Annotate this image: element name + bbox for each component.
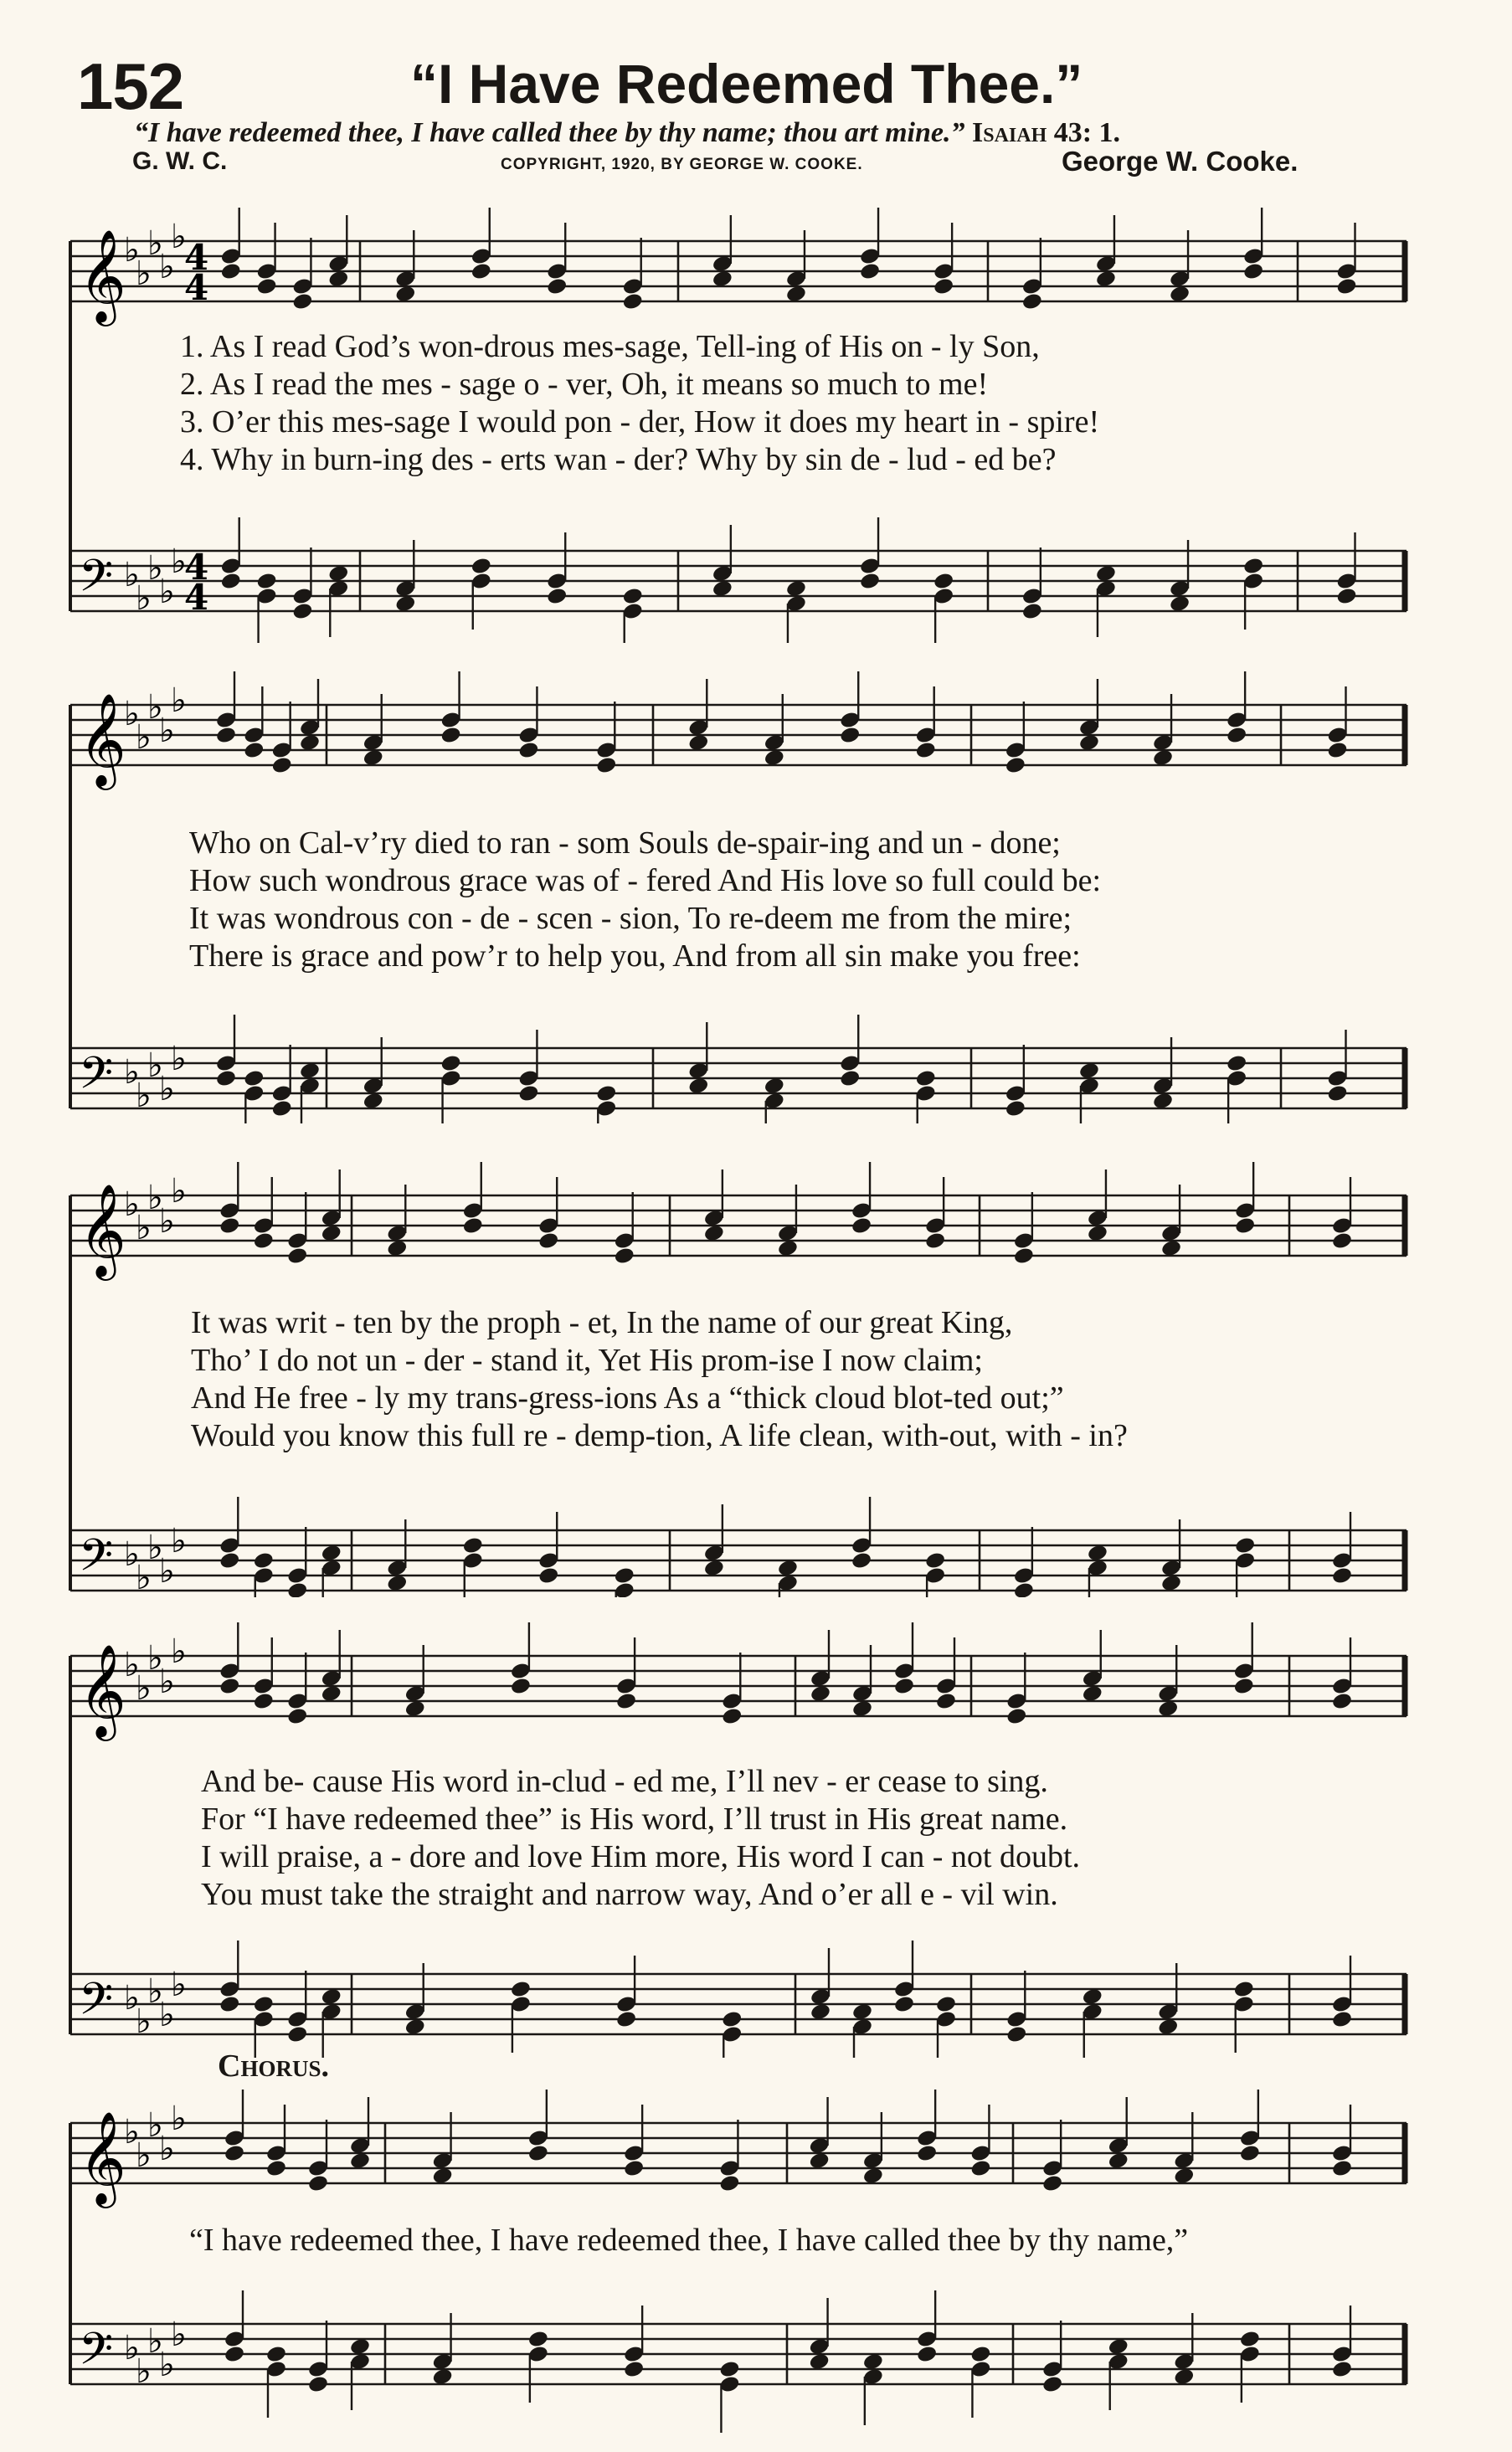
flat-icon: ♭ <box>124 2329 140 2367</box>
note-head <box>286 1247 308 1266</box>
note-head <box>1021 602 1043 621</box>
note-head <box>220 572 242 591</box>
note-head <box>623 2159 645 2178</box>
flat-icon: ♭ <box>171 1632 187 1671</box>
note-head <box>1331 2360 1353 2379</box>
lyric-line: It was wondrous con - de - scen - sion, To re-deem me from the mire; <box>189 901 1072 936</box>
treble-clef-icon: 𝄞 <box>79 229 126 322</box>
note-head <box>440 1054 461 1073</box>
hymn-title: “I Have Redeemed Thee.” <box>410 53 1083 115</box>
note-head <box>307 2375 329 2394</box>
flat-icon: ♭ <box>159 1070 175 1108</box>
note-head <box>255 277 277 296</box>
note-head <box>537 1231 559 1251</box>
note-head <box>893 1995 915 2014</box>
note-head <box>933 277 954 296</box>
note-head <box>471 557 492 576</box>
note-head <box>1239 2144 1261 2163</box>
note-head <box>1326 1084 1348 1103</box>
note-head <box>265 2345 287 2364</box>
note-head <box>721 2010 743 2029</box>
note-head <box>916 2144 938 2163</box>
note-head <box>253 1692 275 1711</box>
note-head <box>1326 741 1348 760</box>
note-head <box>546 587 568 606</box>
treble-clef-icon: 𝄞 <box>79 1183 126 1277</box>
lyric-line: And He free - ly my trans-gress-ions As a “thick cloud blot-ted out;” <box>191 1380 1064 1416</box>
note-head <box>1013 1247 1035 1266</box>
note-head <box>462 1216 484 1236</box>
lyric-line: It was writ - ten by the proph - et, In the name of our great King, <box>191 1305 1013 1340</box>
copyright-notice: COPYRIGHT, 1920, BY GEORGE W. COOKE. <box>501 156 863 173</box>
flat-icon: ♭ <box>136 1559 152 1597</box>
flat-icon: ♭ <box>171 1172 187 1211</box>
note-head <box>253 1995 275 2014</box>
flat-icon: ♭ <box>171 1040 187 1078</box>
note-head <box>265 2159 287 2178</box>
flat-icon: ♭ <box>136 2136 152 2175</box>
flat-icon: ♭ <box>124 1979 140 2018</box>
flat-icon: ♭ <box>159 1663 175 1701</box>
flat-icon: ♭ <box>124 1535 140 1574</box>
note-head <box>595 1084 617 1103</box>
bass-clef-icon: 𝄢 <box>79 1530 114 1592</box>
flat-icon: ♭ <box>159 2130 175 2168</box>
flat-icon: ♭ <box>147 1972 163 2011</box>
note-head <box>291 602 313 621</box>
flat-icon: ♭ <box>124 695 140 733</box>
flat-icon: ♭ <box>147 688 163 727</box>
bass-clef-icon: 𝄢 <box>79 1048 114 1110</box>
flat-icon: ♭ <box>147 2106 163 2145</box>
note-head <box>893 1677 915 1696</box>
note-head <box>622 587 644 606</box>
note-head <box>916 2345 938 2364</box>
flat-icon: ♭ <box>159 2346 175 2384</box>
flat-icon: ♭ <box>171 542 187 581</box>
note-head <box>1331 1566 1353 1586</box>
note-head <box>255 572 277 591</box>
note-head <box>1331 1692 1353 1711</box>
note-head <box>220 262 242 281</box>
flat-icon: ♭ <box>171 1522 187 1560</box>
flat-icon: ♭ <box>124 231 140 270</box>
lyric-line: 3. O’er this mes-sage I would pon - der, How it does my heart in - spire! <box>180 404 1100 440</box>
note-head <box>595 756 617 775</box>
note-head <box>271 1099 293 1118</box>
note-head <box>622 292 644 311</box>
note-head <box>1233 1980 1255 1999</box>
note-head <box>1226 1054 1247 1073</box>
note-head <box>1234 1536 1256 1555</box>
note-head <box>286 1707 308 1726</box>
note-head <box>1335 277 1357 296</box>
note-head <box>924 1231 946 1251</box>
note-head <box>1005 1707 1027 1726</box>
note-head <box>718 2174 740 2193</box>
chorus-lyrics <box>189 2222 1479 2259</box>
note-head <box>253 1551 275 1570</box>
note-head <box>1234 1216 1256 1236</box>
flat-icon: ♭ <box>124 556 140 594</box>
note-head <box>537 1566 559 1586</box>
note-head <box>839 726 861 745</box>
note-head <box>291 292 313 311</box>
lyric-line: 4. Why in burn-ing des - erts wan - der? Why by sin de - lud - ed be? <box>180 442 1057 477</box>
epigraph-reference: Isaiah 43: 1. <box>971 117 1121 148</box>
note-head <box>851 1216 872 1236</box>
note-head <box>1013 1581 1035 1597</box>
note-head <box>527 2144 549 2163</box>
note-head <box>471 262 492 281</box>
treble-clef-icon: 𝄞 <box>79 1643 126 1737</box>
lyric-line: And be- cause His word in-clud - ed me, I’ll nev - er cease to sing. <box>201 1764 1048 1799</box>
verse-lyrics-system-4 <box>201 1763 1490 1914</box>
flat-icon: ♭ <box>159 1552 175 1591</box>
note-head <box>286 2025 308 2044</box>
flat-icon: ♭ <box>171 2316 187 2354</box>
flat-icon: ♭ <box>171 681 187 720</box>
note-head <box>615 1692 637 1711</box>
note-head <box>517 1084 539 1103</box>
note-head <box>462 1536 484 1555</box>
note-head <box>243 741 265 760</box>
treble-clef-icon: 𝄞 <box>79 2110 126 2204</box>
note-head <box>1331 2159 1353 2178</box>
note-head <box>243 1069 265 1088</box>
note-head <box>859 262 881 281</box>
note-head <box>839 1069 861 1088</box>
verse-lyrics-system-1 <box>180 328 1469 479</box>
note-head <box>1041 2375 1063 2394</box>
note-head <box>1331 2010 1353 2029</box>
note-head <box>224 2345 245 2364</box>
note-head <box>510 1980 532 1999</box>
lyric-line: Tho’ I do not un - der - stand it, Yet His prom-ise I now claim; <box>191 1343 983 1378</box>
verse-lyrics-system-2 <box>189 825 1479 975</box>
flat-icon: ♭ <box>136 718 152 757</box>
note-head <box>615 2010 637 2029</box>
note-head <box>1233 1677 1255 1696</box>
note-head <box>307 2174 329 2193</box>
note-head <box>286 1581 308 1597</box>
flat-icon: ♭ <box>136 1209 152 1247</box>
note-head <box>1226 726 1247 745</box>
flat-icon: ♭ <box>136 579 152 618</box>
flat-icon: ♭ <box>147 1639 163 1678</box>
flat-icon: ♭ <box>147 1529 163 1567</box>
chorus-lyric-line: “I have redeemed thee, I have redeemed thee, I have called thee by thy name,” <box>189 2223 1189 2258</box>
note-head <box>440 726 461 745</box>
note-head <box>215 1069 237 1088</box>
note-head <box>1005 1099 1026 1118</box>
flat-icon: ♭ <box>171 2100 187 2138</box>
note-head <box>623 2360 645 2379</box>
note-head <box>1239 2330 1261 2349</box>
verse-lyrics-system-3 <box>191 1304 1480 1455</box>
flat-icon: ♭ <box>147 549 163 588</box>
note-head <box>721 1707 743 1726</box>
lyric-line: You must take the straight and narrow way, And o’er all e - vil win. <box>201 1877 1058 1912</box>
flat-icon: ♭ <box>136 1669 152 1708</box>
lyric-line: I will praise, a - dore and love Him more, His word I can - not doubt. <box>201 1839 1081 1874</box>
flat-icon: ♭ <box>159 712 175 750</box>
note-head <box>219 1995 240 2014</box>
note-head <box>1005 2025 1027 2044</box>
flat-icon: ♭ <box>159 248 175 286</box>
note-head <box>253 1231 275 1251</box>
note-head <box>1021 292 1043 311</box>
flat-icon: ♭ <box>124 1053 140 1092</box>
hymn-number: 152 <box>77 49 184 123</box>
note-head <box>718 2360 740 2379</box>
note-head <box>614 1566 635 1586</box>
scripture-epigraph <box>134 117 1120 149</box>
note-head <box>215 726 237 745</box>
time-signature-top: 4 <box>184 547 209 588</box>
note-head <box>933 572 954 591</box>
note-head <box>915 741 937 760</box>
flat-icon: ♭ <box>124 1646 140 1684</box>
note-head <box>924 1551 946 1570</box>
note-head <box>1041 2174 1063 2193</box>
note-head <box>219 1677 240 1696</box>
note-head <box>219 1216 240 1236</box>
note-head <box>224 2144 245 2163</box>
flat-icon: ♭ <box>171 1966 187 2004</box>
note-head <box>1242 557 1264 576</box>
lyric-line: 1. As I read God’s won-drous mes-sage, Tell-ing of His on - ly Son, <box>180 329 1040 364</box>
composer-credit: George W. Cooke. <box>1062 146 1299 177</box>
note-head <box>1335 587 1357 606</box>
lyricist-credit: G. W. C. <box>132 147 228 175</box>
flat-icon: ♭ <box>159 1996 175 2034</box>
note-head <box>1005 756 1026 775</box>
lyric-line: There is grace and pow’r to help you, And from all sin make you free: <box>189 938 1081 974</box>
lyric-line: 2. As I read the mes - sage o - ver, Oh, it means so much to me! <box>180 367 989 402</box>
flat-icon: ♭ <box>159 573 175 611</box>
bass-clef-icon: 𝄢 <box>79 2324 114 2386</box>
note-head <box>969 2345 991 2364</box>
bass-clef-icon: 𝄢 <box>79 1974 114 2036</box>
time-signature-top: 4 <box>184 237 209 278</box>
time-signature-bottom: 4 <box>184 577 209 618</box>
note-head <box>915 1069 937 1088</box>
note-head <box>935 1995 957 2014</box>
note-head <box>1242 262 1264 281</box>
treble-clef-icon: 𝄞 <box>79 692 126 786</box>
flat-icon: ♭ <box>147 2322 163 2361</box>
note-head <box>527 2330 549 2349</box>
note-head <box>517 741 539 760</box>
lyric-line: Would you know this full re - demp-tion, A life clean, with-out, with - in? <box>191 1418 1128 1453</box>
flat-icon: ♭ <box>159 1202 175 1241</box>
note-head <box>219 1551 240 1570</box>
flat-icon: ♭ <box>124 2113 140 2151</box>
flat-icon: ♭ <box>136 254 152 293</box>
lyric-line: For “I have redeemed thee” is His word, I’ll trust in His great name. <box>201 1802 1068 1837</box>
note-head <box>546 277 568 296</box>
time-signature-bottom: 4 <box>184 267 209 308</box>
note-head <box>851 1551 872 1570</box>
note-head <box>1331 1231 1353 1251</box>
note-head <box>510 1677 532 1696</box>
flat-icon: ♭ <box>147 224 163 263</box>
note-head <box>969 2159 991 2178</box>
chorus-label: Chorus. <box>218 2048 329 2084</box>
lyric-line: Who on Cal-v’ry died to ran - som Souls de-spair-ing and un - done; <box>189 825 1061 861</box>
flat-icon: ♭ <box>124 1185 140 1224</box>
flat-icon: ♭ <box>136 2352 152 2391</box>
lyric-line: How such wondrous grace was of - fered And His love so full could be: <box>189 863 1102 898</box>
note-head <box>271 756 293 775</box>
note-head <box>859 572 881 591</box>
flat-icon: ♭ <box>136 1077 152 1115</box>
flat-icon: ♭ <box>147 1179 163 1217</box>
bass-clef-icon: 𝄢 <box>79 551 114 613</box>
note-head <box>614 1247 635 1266</box>
flat-icon: ♭ <box>147 1046 163 1085</box>
flat-icon: ♭ <box>136 2002 152 2041</box>
note-head <box>935 1692 957 1711</box>
epigraph-text: “I have redeemed thee, I have called thee by thy name; thou art mine.” <box>134 117 965 148</box>
flat-icon: ♭ <box>171 218 187 256</box>
